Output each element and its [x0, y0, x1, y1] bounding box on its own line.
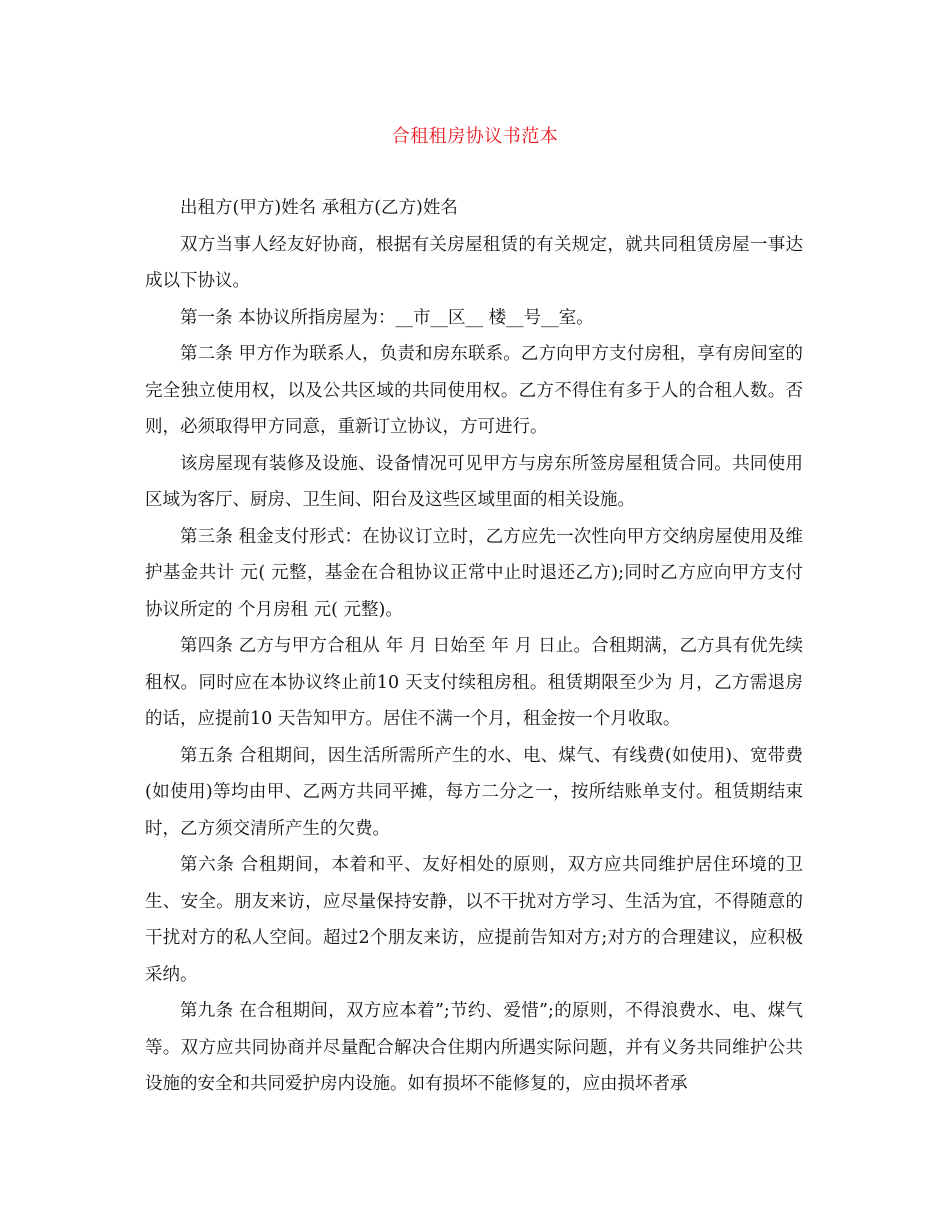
paragraph-article-9: 第九条 在合租期间，双方应本着”;节约、爱惜”;的原则，不得浪费水、电、煤气等。双方应共同协商并尽量配合解决合住期内所遇实际问题，并有义务共同维护公共设施的安全和共同爱护房内设施。如有损坏不能修复的，应由损坏者承: [145, 1001, 803, 1094]
paragraph-article-3: 第三条 租金支付形式：在协议订立时，乙方应先一次性向甲方交纳房屋使用及维护基金共计 元( 元整，基金在合租协议正常中止时退还乙方);同时乙方应向甲方支付协议所定的 个月房租 元( 元整)。: [145, 526, 803, 620]
paragraph-facilities: 该房屋现有装修及设施、设备情况可见甲方与房东所签房屋租赁合同。共同使用区域为客厅、厨房、卫生间、阳台及这些区域里面的相关设施。: [145, 453, 803, 510]
document-body: [145, 190, 803, 1103]
paragraph-preamble: 双方当事人经友好协商，根据有关房屋租赁的有关规定，就共同租赁房屋一事达成以下协议。: [145, 234, 803, 291]
paragraph-article-5: 第五条 合租期间，因生活所需所产生的水、电、煤气、有线费(如使用)、宽带费(如使用)等均由甲、乙两方共同平摊，每方二分之一，按所结账单支付。租赁期结束时，乙方须交清所产生的欠费。: [145, 745, 803, 839]
paragraph-article-1: 第一条 本协议所指房屋为：__市__区__ 楼__号__室。: [180, 307, 594, 328]
paragraph-article-2: 第二条 甲方作为联系人，负责和房东联系。乙方向甲方支付房租，享有房间室的完全独立使用权，以及公共区域的共同使用权。乙方不得住有多于人的合租人数。否则，必须取得甲方同意，重新订立协议，方可进行。: [145, 344, 803, 437]
paragraph-article-6: 第六条 合租期间，本着和平、友好相处的原则，双方应共同维护居住环境的卫生、安全。朋友来访，应尽量保持安静，以不干扰对方学习、生活为宜，不得随意的干扰对方的私人空间。超过2个朋友来访，应提前告知对方;对方的合理建议，应积极采纳。: [145, 855, 803, 985]
document-title: 合租租房协议书范本: [391, 126, 559, 147]
paragraph-parties: 出租方(甲方)姓名 承租方(乙方)姓名: [180, 198, 458, 218]
paragraph-article-4: 第四条 乙方与甲方合租从 年 月 日始至 年 月 日止。合租期满，乙方具有优先续租权。同时应在本协议终止前10 天支付续租房租。租赁期限至少为 月，乙方需退房的话，应提前10 天告知甲方。居住不满一个月，租金按一个月收取。: [145, 636, 803, 729]
